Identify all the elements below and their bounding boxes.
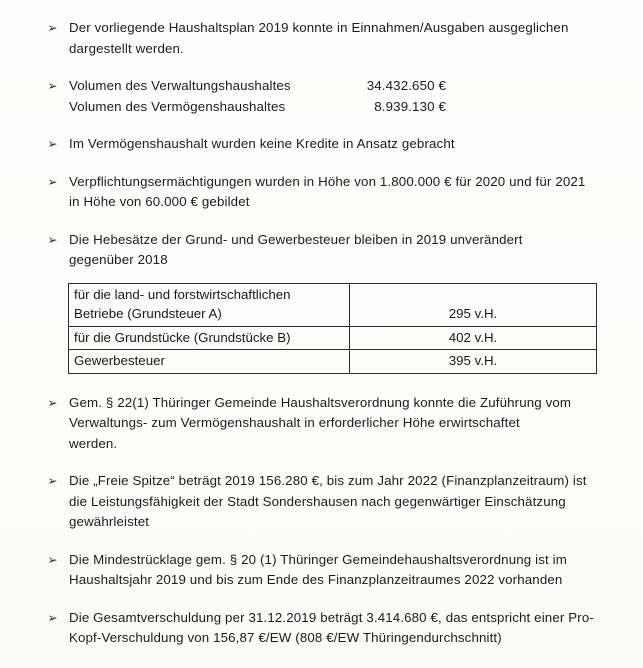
text-line: Verwaltungs- zum Vermögenshaushalt in erforderlicher Höhe erwirtschaftet	[69, 415, 520, 430]
text-line: ist die Leistungsfähigkeit der Stadt Sondershausen nach gegenwärtiger Einschätzung	[69, 473, 587, 509]
arrow-bullet-icon: ➢	[47, 21, 58, 35]
arrow-bullet-icon: ➢	[47, 474, 58, 488]
table-cell-value: 402 v.H.	[350, 326, 597, 350]
text-line: gewährleistet	[69, 514, 150, 529]
bullet-item-volumen	[47, 76, 599, 117]
volume-row	[69, 97, 599, 118]
text-line: gegenüber 2018	[69, 252, 168, 267]
bullet-text-zufuehrung	[69, 393, 599, 455]
text-line: Die „Freie Spitze“ beträgt 2019 156.280 €, bis zum Jahr 2022 (Finanzplanzeitraum)	[69, 473, 570, 488]
table-cell-value: 395 v.H.	[350, 350, 597, 374]
volume-label: Volumen des Verwaltungshaushaltes	[69, 78, 291, 93]
arrow-bullet-icon: ➢	[47, 232, 58, 247]
arrow-bullet-icon: ➢	[47, 137, 58, 151]
text-line: Pro-Kopf-Verschuldung von 156,87 €/EW (808 €/EW Thüringendurchschnitt)	[69, 609, 594, 645]
text-line: Die Mindestrücklage gem. § 20 (1) Thüringer Gemeindehaushaltsverordnung ist im	[69, 551, 567, 567]
arrow-bullet-icon: ➢	[47, 174, 58, 189]
text-line: Die Gesamtverschuldung per 31.12.2019 beträgt 3.414.680 €, das entspricht einer	[69, 609, 565, 625]
volume-list	[69, 76, 599, 117]
table-cell-label: Gewerbesteuer	[69, 350, 350, 374]
arrow-bullet-icon: ➢	[47, 552, 58, 567]
bullet-item-ausgeglichen	[47, 18, 599, 59]
bullet-text-hebesaetze	[69, 230, 599, 271]
text-line: Haushaltsjahr 2019 und bis zum Ende des Finanzplanzeitraumes 2022 vorhanden	[69, 572, 563, 587]
bullet-item-kredite	[47, 134, 599, 155]
text-line: Der vorliegende Haushaltsplan 2019 konnte in Einnahmen/Ausgaben ausgeglichen	[69, 20, 569, 35]
bullet-item-zufuehrung	[47, 393, 599, 455]
document-body	[47, 18, 599, 666]
text-line: für die land- und forstwirtschaftlichen	[74, 286, 291, 302]
arrow-bullet-icon: ➢	[47, 79, 58, 93]
volume-row	[69, 76, 599, 97]
table-cell-value: 295 v.H.	[350, 283, 597, 326]
bullet-text-ausgeglichen	[69, 18, 599, 59]
text-line: Im Vermögenshaushalt wurden keine Kredite in Ansatz gebracht	[69, 136, 455, 151]
text-line: werden.	[69, 435, 118, 451]
volume-value: 8.939.130 €	[374, 98, 446, 114]
bullet-text-kredite	[69, 134, 599, 155]
bullet-item-freie-spitze	[47, 471, 599, 533]
bullet-item-gesamtverschuldung	[47, 608, 599, 649]
hebesatz-table-wrapper	[68, 283, 599, 374]
table-row	[69, 283, 597, 326]
volume-label: Volumen des Vermögenshaushaltes	[69, 98, 286, 114]
bullet-item-verpflichtungsermaechtigungen	[47, 172, 599, 213]
text-line: dargestellt werden.	[69, 40, 184, 56]
bullet-text-gesamtverschuldung	[69, 608, 599, 649]
text-line: Betriebe (Grundsteuer A)	[74, 306, 222, 321]
arrow-bullet-icon: ➢	[47, 395, 58, 410]
bullet-item-hebesaetze	[47, 230, 599, 271]
table-row	[69, 350, 597, 374]
text-line: Die Hebesätze der Grund- und Gewerbesteuer bleiben in 2019 unverändert	[69, 231, 523, 247]
text-line: 2021 in Höhe von 60.000 € gebildet	[69, 173, 586, 209]
text-line: Verpflichtungsermächtigungen wurden in Höhe von 1.800.000 € für 2020 und für	[69, 173, 552, 189]
bullet-item-mindestruecklage	[47, 550, 599, 591]
table-cell-label: für die Grundstücke (Grundstücke B)	[69, 326, 350, 350]
hebesatz-table	[68, 283, 597, 374]
table-cell-label	[69, 283, 350, 326]
table-row	[69, 326, 597, 350]
arrow-bullet-icon: ➢	[47, 610, 58, 625]
bullet-text-freie-spitze	[69, 471, 599, 533]
bullet-text-mindestruecklage	[69, 550, 599, 591]
text-line: Gem. § 22(1) Thüringer Gemeinde Haushaltsverordnung konnte die Zuführung vom	[69, 394, 572, 410]
bullet-text-verpflichtungsermaechtigungen	[69, 172, 599, 213]
volume-value: 34.432.650 €	[366, 78, 446, 93]
